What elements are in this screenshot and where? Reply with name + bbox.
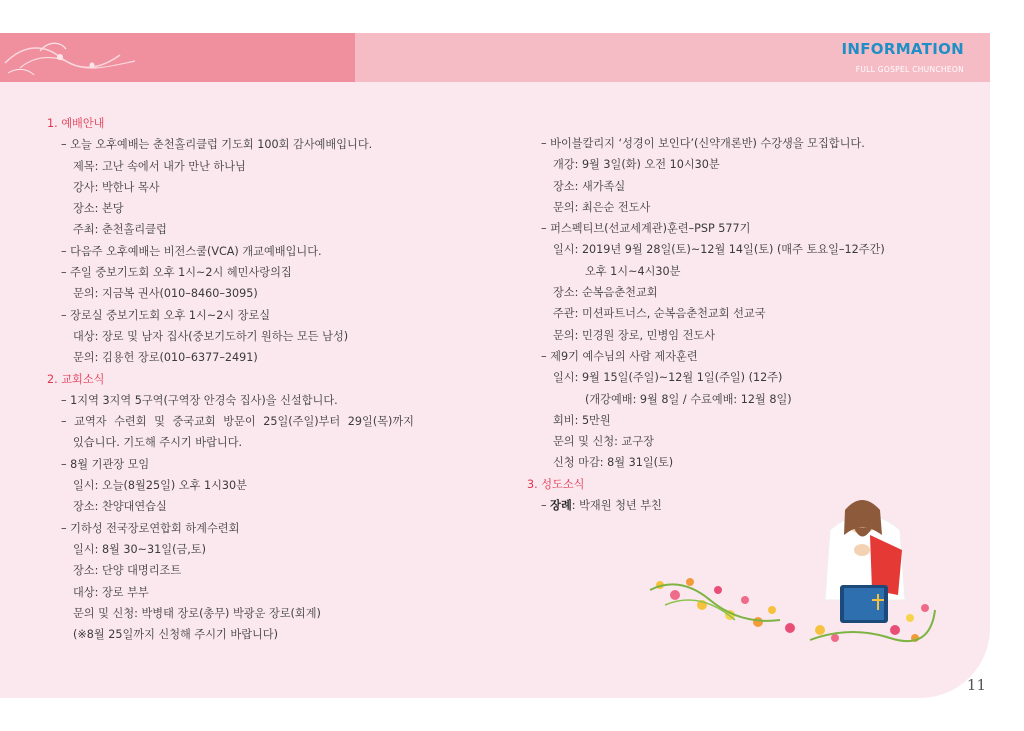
header-title: INFORMATION — [841, 40, 964, 58]
info-line: – 8월 기관장 모임 — [61, 457, 150, 471]
info-line: 회비: 5만원 — [553, 413, 611, 427]
info-line: – 퍼스펙티브(선교세계관)훈련–PSP 577기 — [541, 222, 751, 236]
funeral-text: : 박재원 청년 부친 — [571, 499, 662, 513]
info-line: 장소: 본당 — [73, 202, 124, 216]
info-line: 장소: 순복음춘천교회 — [553, 286, 658, 300]
flower-cluster-icon — [650, 578, 795, 633]
page-number: 11 — [966, 676, 986, 694]
figure-icon — [825, 500, 905, 623]
info-line: – 교역자 수련회 및 중국교회 방문이 25일(주일)부터 29일(목)까지 — [61, 415, 414, 429]
info-line: 강사: 박한나 목사 — [73, 180, 160, 194]
info-line: (개강예배: 9월 8일 / 수료예배: 12월 8일) — [585, 392, 792, 406]
info-line: 문의 및 신청: 교구장 — [553, 435, 654, 449]
info-line: 장소: 단양 대명리조트 — [73, 564, 182, 578]
funeral-label: 장례 — [550, 499, 572, 513]
info-line: – 주일 중보기도회 오후 1시~2시 헤민사랑의집 — [61, 266, 292, 280]
info-line: 문의 및 신청: 박병태 장로(총무) 박광운 장로(회계) — [73, 606, 321, 620]
info-line: 문의: 최은순 전도사 — [553, 200, 651, 214]
info-line: 대상: 장로 및 남자 집사(중보기도하기 원하는 모든 남성) — [73, 329, 349, 343]
info-line: 신청 마감: 8월 31일(토) — [553, 456, 674, 470]
section-title: 3. 성도소식 — [527, 477, 585, 491]
info-line: 오후 1시~4시30분 — [585, 264, 681, 278]
info-line: 문의: 지금복 권사(010–8460–3095) — [73, 287, 258, 301]
info-line: – 제9기 예수님의 사람 제자훈련 — [541, 349, 698, 363]
info-line: – 오늘 오후예배는 춘천홀리클럽 기도회 100회 감사예배입니다. — [61, 138, 373, 152]
info-line: 제목: 고난 속에서 내가 만난 하나님 — [73, 159, 246, 173]
info-line: 일시: 2019년 9월 28일(토)~12월 14일(토) (매주 토요일–12주간) — [553, 243, 885, 257]
dash: – — [541, 499, 551, 513]
info-line: 문의: 김용헌 장로(010–6377–2491) — [73, 351, 258, 365]
info-line: (※8월 25일까지 신청해 주시기 바랍니다) — [73, 628, 278, 642]
section-title: 2. 교회소식 — [47, 372, 105, 386]
info-line: – 바이블칼리지 ‘성경이 보인다’(신약개론반) 수강생을 모집합니다. — [541, 137, 865, 150]
info-line: 있습니다. 기도해 주시기 바랍니다. — [73, 436, 243, 450]
header-subtitle: FULL GOSPEL CHUNCHEON — [855, 65, 964, 74]
info-line: – 다음주 오후예배는 비전스쿨(VCA) 개교예배입니다. — [61, 244, 322, 258]
info-line: 주최: 춘천홀리클럽 — [73, 223, 167, 237]
left-column — [47, 113, 497, 645]
info-line: 일시: 9월 15일(주일)~12월 1일(주일) (12주) — [553, 371, 783, 385]
jesus-praying-illustration-icon — [640, 490, 940, 650]
info-line: 일시: 8월 30~31일(금,토) — [73, 542, 206, 556]
info-line: 개강: 9월 3일(화) 오전 10시30분 — [553, 158, 720, 172]
info-line: 대상: 장로 부부 — [73, 585, 149, 599]
info-line: 일시: 오늘(8월25일) 오후 1시30분 — [73, 479, 247, 493]
section-title: 1. 예배안내 — [47, 117, 105, 130]
right-column — [527, 133, 947, 516]
info-line: – 기하성 전국장로연합회 하계수련회 — [61, 521, 240, 535]
info-line: 장소: 찬양대연습실 — [73, 500, 167, 514]
info-line: 장소: 새가족실 — [553, 179, 626, 193]
info-line: 주관: 미션파트너스, 순복음춘천교회 선교국 — [553, 307, 766, 321]
floral-ornament-icon — [0, 33, 150, 82]
info-line: – 장로실 중보기도회 오후 1시~2시 장로실 — [61, 308, 271, 322]
info-line: 문의: 민경원 장로, 민병임 전도사 — [553, 328, 716, 342]
info-line: – 1지역 3지역 5구역(구역장 안경숙 집사)을 신설합니다. — [61, 393, 338, 407]
